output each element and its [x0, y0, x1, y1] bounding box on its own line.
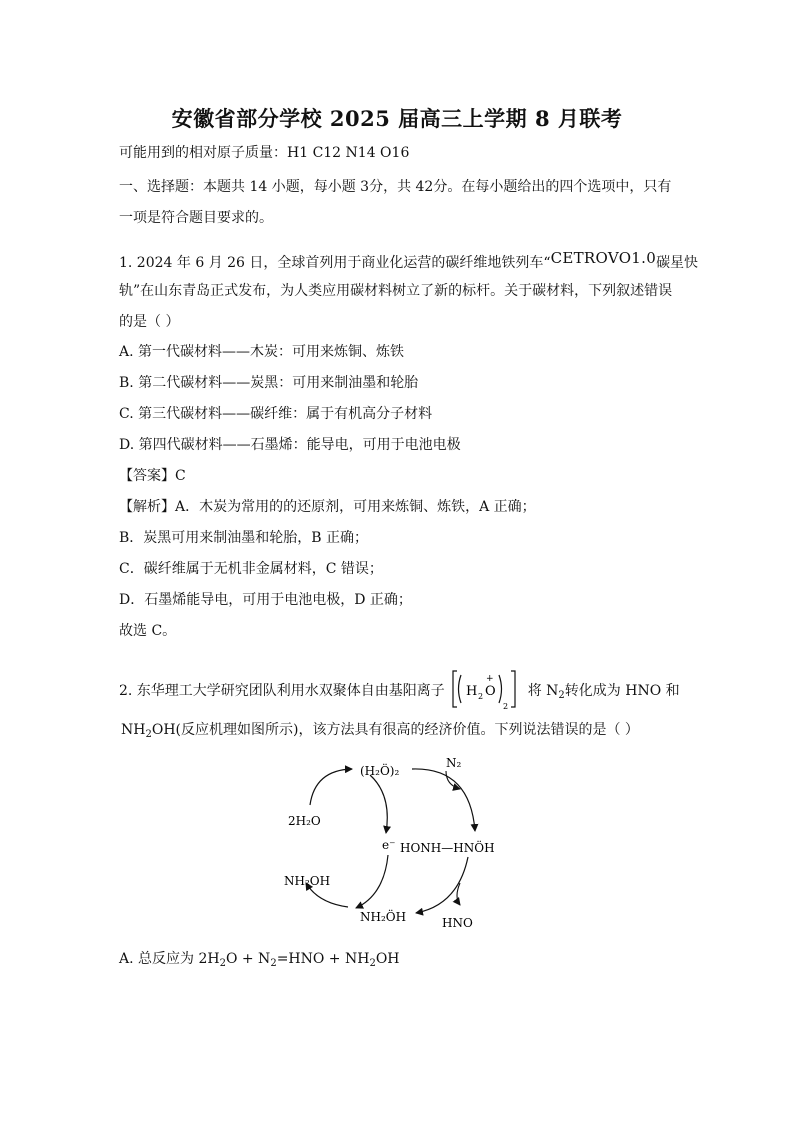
section-one-heading-line2: 一项是符合题目要求的。 [119, 210, 273, 226]
question-2-line2 [121, 720, 639, 745]
question-1-text-b: 碳星快 [656, 255, 699, 271]
question-1-option-a: A. 第一代碳材料——木炭：可用来炼铜、炼铁 [119, 344, 405, 360]
option-a-text-2: O + N [225, 951, 271, 967]
label-nh2oh: NH₂OH [284, 874, 331, 888]
train-name: CETROVO1.0 [550, 249, 657, 267]
arrow-dimer-to-intermediate [412, 769, 475, 831]
subscript-2-nh2: 2 [145, 729, 152, 740]
subscript-2-n2: 2 [558, 690, 565, 701]
question-1-option-d: D. 第四代碳材料——石墨烯：能导电，可用于电池电极 [119, 437, 461, 453]
question-1-analysis-d: D．石墨烯能导电，可用于电池电极，D 正确； [119, 592, 412, 608]
label-electron: e⁻ [382, 838, 396, 852]
label-water-dimer: (H₂Ö)₂ [360, 764, 400, 778]
question-2-text-c: 转化成为 HNO 和 [564, 683, 680, 699]
question-1-analysis-c: C．碳纤维属于无机非金属材料，C 错误； [119, 561, 383, 577]
label-intermediate: HONH—HNÖH [400, 841, 495, 855]
question-1-analysis-a: 【解析】A．木炭为常用的的还原剂，可用来炼铜、炼铁，A 正确； [119, 499, 536, 515]
reaction-mechanism-diagram [270, 755, 540, 937]
question-2-line1 [119, 669, 680, 713]
question-1-option-b: B. 第二代碳材料——炭黑：可用来制油墨和轮胎 [119, 375, 419, 391]
svg-text:H: H [466, 684, 478, 699]
exam-title: 安徽省部分学校 2025 届高三上学期 8 月联考 [171, 106, 623, 131]
option-a-text-3: =HNO + NH [276, 951, 370, 967]
section-one-heading-line1: 一、选择题：本题共 14 小题，每小题 3分，共 42分。在每小题给出的四个选项中，只有 [119, 179, 672, 195]
atomic-mass-line: 可能用到的相对原子质量：H1 C12 N14 O16 [119, 145, 410, 161]
question-2-text-b: 将 N [527, 683, 559, 699]
question-2-line2-rest: OH(反应机理如图所示)，该方法具有很高的经济价值。下列说法错误的是（ ） [151, 722, 639, 738]
question-2-text-a: 2. 东华理工大学研究团队利用水双聚体自由基阳离子 [119, 683, 445, 699]
question-1-line3: 的是（ ） [119, 314, 180, 330]
question-1-line2: 轨”在山东青岛正式发布，为人类应用碳材料树立了新的标杆。关于碳材料，下列叙述错误 [119, 283, 673, 299]
option-a-text-1: A. 总反应为 2H [119, 951, 220, 967]
question-1-conclusion: 故选 C。 [119, 623, 177, 639]
water-dimer-cation-formula [451, 669, 521, 713]
arrow-hno-output [457, 883, 460, 905]
subscript-2-n2-opt: 2 [270, 958, 277, 969]
arrow-dimer-to-electron [370, 775, 387, 833]
arrow-water-to-dimer [310, 769, 352, 805]
subscript-2-h2o: 2 [219, 958, 226, 969]
subscript-2-nh2-opt: 2 [369, 958, 376, 969]
label-nh2oh-radical: NH₂ÖH [360, 910, 407, 924]
question-1-analysis-b: B．炭黑可用来制油墨和轮胎，B 正确； [119, 530, 369, 546]
question-2-nh2-text: NH [121, 722, 146, 738]
svg-text:+: + [486, 674, 494, 684]
question-1-text-a: 1. 2024 年 6 月 26 日，全球首列用于商业化运营的碳纤维地铁列车“ [119, 255, 551, 271]
question-1-line1 [119, 248, 698, 273]
label-hno: HNO [442, 916, 473, 930]
svg-text:O: O [485, 684, 496, 699]
arrow-electron-to-bottom [356, 855, 388, 908]
question-1-option-c: C. 第三代碳材料——碳纤维：属于有机高分子材料 [119, 406, 433, 422]
option-a-text-4: OH [375, 951, 400, 967]
question-1-answer: 【答案】C [119, 468, 186, 484]
svg-text:2: 2 [478, 692, 484, 701]
question-2-option-a [119, 949, 400, 974]
label-n2: N₂ [446, 756, 462, 770]
svg-text:2: 2 [503, 702, 509, 711]
label-2h2o: 2H₂O [288, 814, 321, 828]
